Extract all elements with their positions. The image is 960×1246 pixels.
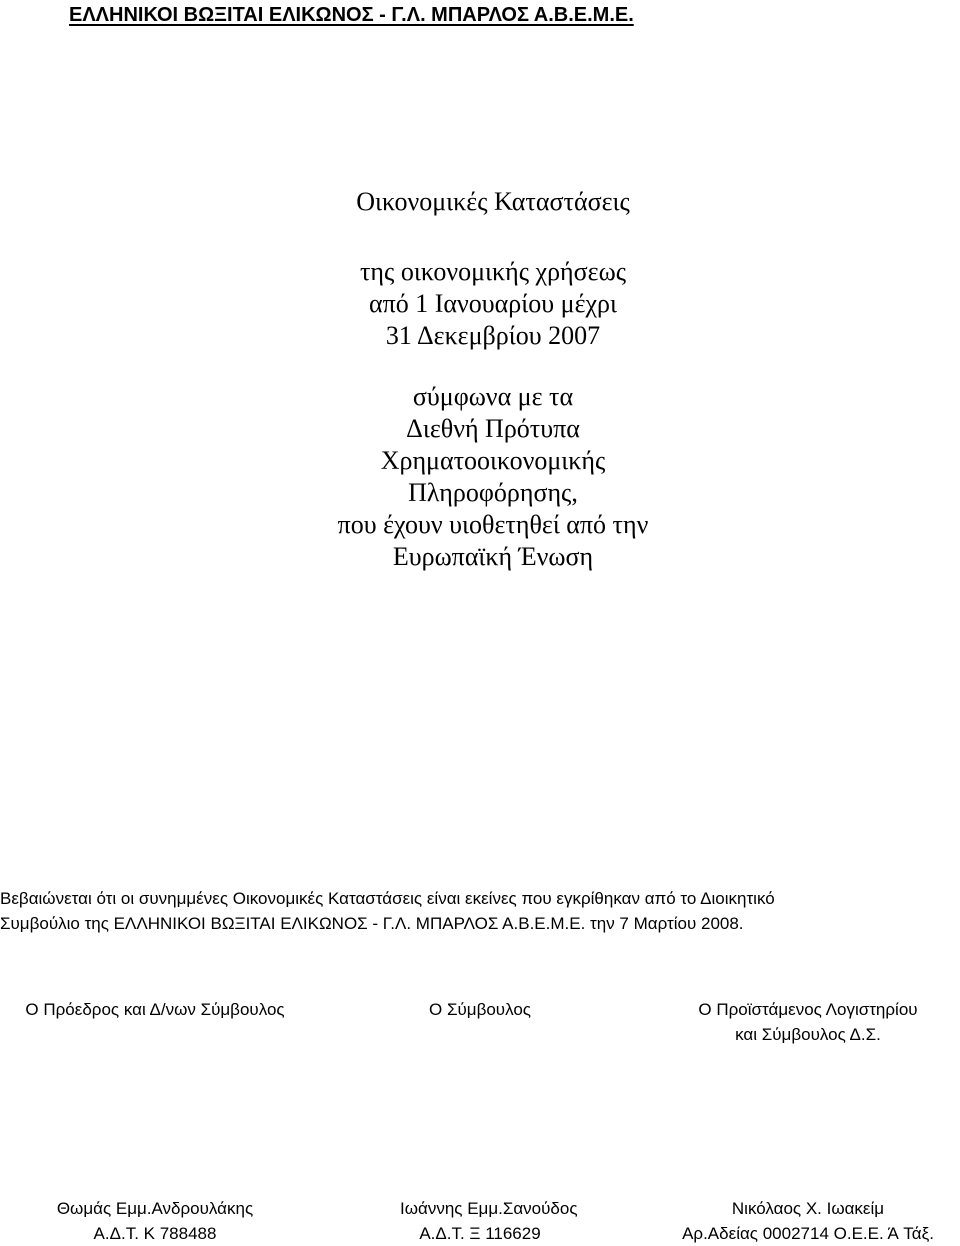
certification-paragraph: [0, 886, 960, 936]
standards-line-1: σύμφωνα με τα: [412, 382, 574, 411]
certification-line-2: Συμβούλιο της ΕΛΛΗΝΙΚΟΙ ΒΩΞΙΤΑΙ ΕΛΙΚΩΝΟΣ - Γ.Λ. ΜΠΑΡΛΟΣ Α.Β.Ε.Μ.Ε. την 7 Μαρτίου 2008.: [0, 914, 744, 933]
standards-line-4: Πληροφόρησης,: [408, 478, 578, 507]
signatory-2-title: [400, 997, 560, 1022]
signatory-1-block: [0, 1196, 310, 1246]
signatory-3-title-line-2: και Σύμβουλος Δ.Σ.: [735, 1025, 881, 1044]
period-line-2: από 1 Ιανουαρίου μέχρι: [369, 289, 617, 318]
document-title: [0, 186, 960, 218]
signatory-2-name: Ιωάννης Εμμ.Σανούδος: [400, 1199, 578, 1218]
company-header: ΕΛΛΗΝΙΚΟΙ ΒΩΞΙΤΑΙ ΕΛΙΚΩΝΟΣ - Γ.Λ. ΜΠΑΡΛΟΣ Α.Β.Ε.Μ.Ε.: [69, 4, 634, 26]
signatory-3-title-line-1: Ο Προϊστάμενος Λογιστηρίου: [698, 1000, 918, 1019]
signatory-2-block: [400, 1196, 578, 1246]
period-line-1: της οικονομικής χρήσεως: [359, 257, 626, 286]
signatory-1-title: [0, 997, 310, 1022]
standards-line-3: Χρηματοοικονομικής: [380, 446, 606, 475]
signatory-2-title-line: Ο Σύμβουλος: [429, 1000, 531, 1019]
signatory-1-title-line: Ο Πρόεδρος και Δ/νων Σύμβουλος: [25, 1000, 285, 1019]
certification-line-1: Βεβαιώνεται ότι οι συνημμένες Οικονομικές Καταστάσεις είναι εκείνες που εγκρίθηκαν από το Διοικητικό: [0, 889, 775, 908]
signatory-3-id: Αρ.Αδείας 0002714 Ο.Ε.Ε. Ά Τάξ.: [682, 1224, 934, 1243]
standards-line-6: Ευρωπαϊκή Ένωση: [392, 542, 594, 571]
signatory-3-title: [668, 997, 948, 1047]
period-line-3: 31 Δεκεμβρίου 2007: [385, 321, 601, 350]
standards-line-2: Διεθνή Πρότυπα: [406, 414, 580, 443]
standards-line-5: που έχουν υιοθετηθεί από την: [337, 510, 649, 539]
signatory-2-id: Α.Δ.Τ. Ξ 116629: [419, 1224, 541, 1243]
signatory-3-block: [668, 1196, 948, 1246]
signatory-1-id: Α.Δ.Τ. Κ 788488: [93, 1224, 217, 1243]
signatory-3-name: Νικόλαος Χ. Ιωακείμ: [731, 1199, 885, 1218]
title-main-line: Οικονομικές Καταστάσεις: [356, 187, 630, 216]
standards-block: [0, 381, 960, 573]
signatory-1-name: Θωμάς Εμμ.Ανδρουλάκης: [56, 1199, 254, 1218]
fiscal-period-block: [0, 256, 960, 352]
